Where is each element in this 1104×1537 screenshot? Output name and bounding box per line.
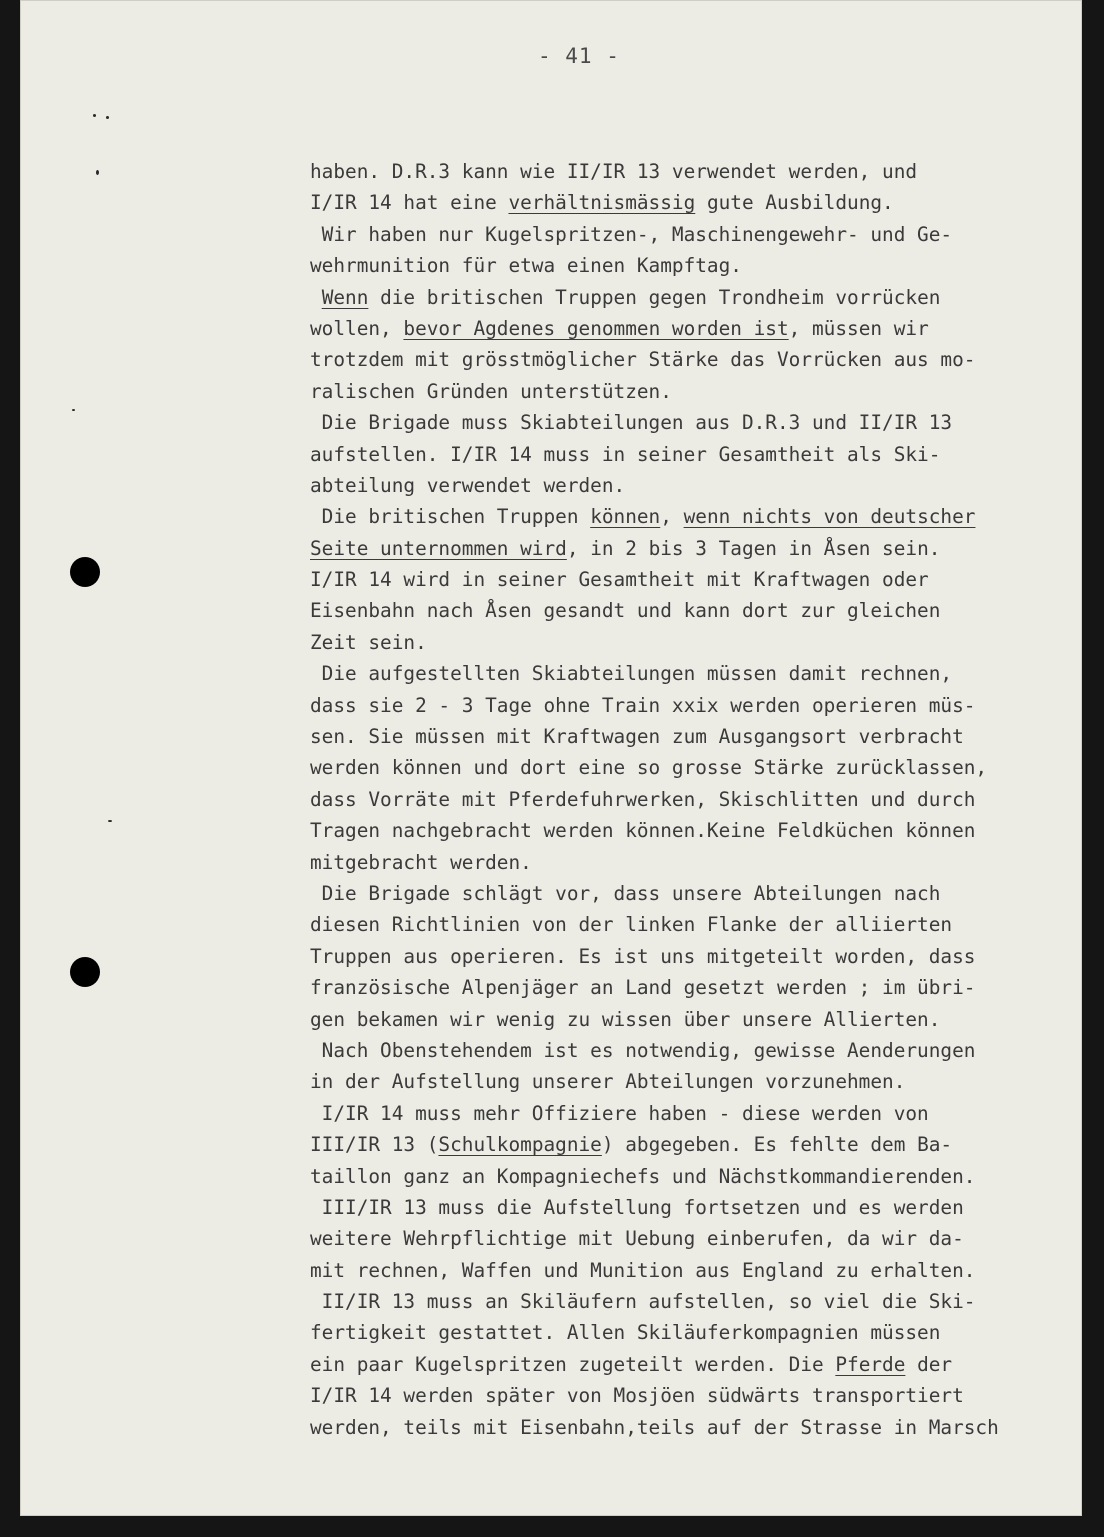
text-segment: abteilung verwendet werden. [310,473,626,497]
text-segment: wehrmunition für etwa einen Kampftag. [310,254,742,278]
underlined-text: Seite unternommen wird [310,536,567,560]
text-line [310,1066,1082,1097]
text-line [310,1223,1082,1254]
text-line [310,376,1082,407]
text-segment: Tragen nachgebracht werden können.Keine Feldküchen können [310,819,976,843]
text-segment: Die Brigade muss Skiabteilungen aus D.R.3 und II/IR 13 [310,411,953,435]
text-line [310,721,1082,752]
text-segment: französische Alpenjäger an Land gesetzt werden ; im übri- [310,976,976,1000]
underlined-text: Wenn [321,285,369,309]
text-line [310,847,1082,878]
text-line [310,690,1082,721]
text-segment: der [905,1352,953,1376]
text-segment: Die Brigade schlägt vor, dass unsere Abteilungen nach [310,881,941,905]
text-line [310,439,1082,470]
text-line [310,1412,1082,1443]
underlined-text: bevor Agdenes genommen worden ist [403,316,789,340]
text-segment: taillon ganz an Kompagniechefs und Nächstkommandierenden. [310,1164,976,1188]
underlined-text: wenn nichts von deutscher [683,505,976,529]
underlined-text: können [590,505,661,529]
margin-dot [106,116,109,119]
underlined-text: verhältnismässig [508,191,696,215]
text-line [310,156,1082,187]
text-segment: wollen, [310,316,404,340]
text-line [310,752,1082,783]
text-segment: Eisenbahn nach Åsen gesandt und kann dort zur gleichen [310,599,941,623]
text-segment: , in 2 bis 3 Tagen in Åsen sein. [566,536,941,560]
text-segment: gen bekamen wir wenig zu wissen über unsere Allierten. [310,1007,941,1031]
text-line [310,313,1082,344]
text-segment: fertigkeit gestattet. Allen Skiläuferkompagnien müssen [310,1321,941,1345]
text-line [310,784,1082,815]
text-segment: mitgebracht werden. [310,850,532,874]
text-line [310,1286,1082,1317]
text-line [310,878,1082,909]
text-segment: aufstellen. I/IR 14 muss in seiner Gesamtheit als Ski- [310,442,941,466]
text-segment: , [660,505,684,529]
text-line [310,909,1082,940]
text-segment: Die aufgestellten Skiabteilungen müssen damit rechnen, [310,662,953,686]
text-segment: Die britischen Truppen [310,505,591,529]
margin-dot [108,820,112,822]
text-segment: Wir haben nur Kugelspritzen-, Maschinengewehr- und Ge- [310,222,953,246]
underlined-text: Schulkompagnie [438,1133,602,1157]
text-segment: I/IR 14 muss mehr Offiziere haben - diese werden von [310,1101,929,1125]
text-line [310,1035,1082,1066]
text-line [310,1349,1082,1380]
text-segment: diesen Richtlinien von der linken Flanke der alliierten [310,913,953,937]
text-segment: ein paar Kugelspritzen zugeteilt werden. Die [310,1352,836,1376]
text-segment: ralischen Gründen unterstützen. [310,379,672,403]
document-page [20,0,1082,1516]
text-line [310,1255,1082,1286]
text-segment: gute Ausbildung. [695,191,894,215]
text-line [310,658,1082,689]
text-line [310,407,1082,438]
text-line [310,1192,1082,1223]
text-segment: I/IR 14 werden später von Mosjöen südwärts transportiert [310,1384,964,1408]
text-segment: werden können und dort eine so grosse Stärke zurücklassen, [310,756,988,780]
text-line [310,1161,1082,1192]
text-line [310,564,1082,595]
text-segment: III/IR 13 ( [310,1133,439,1157]
text-line [310,1004,1082,1035]
underlined-text: Pferde [835,1352,906,1376]
text-segment: III/IR 13 muss die Aufstellung fortsetzen und es werden [310,1195,964,1219]
text-line [310,1129,1082,1160]
text-segment: die britischen Truppen gegen Trondheim vorrücken [368,285,941,309]
margin-dot [93,114,96,117]
text-segment: , müssen wir [788,316,929,340]
text-line [310,627,1082,658]
text-line [310,941,1082,972]
text-segment: Zeit sein. [310,630,427,654]
text-line [310,250,1082,281]
text-line [310,972,1082,1003]
body-text [310,156,1082,1443]
text-segment: ) abgegeben. Es fehlte dem Ba- [601,1133,953,1157]
text-segment: haben. D.R.3 kann wie II/IR 13 verwendet werden, und [310,160,918,183]
text-segment: dass Vorräte mit Pferdefuhrwerken, Skischlitten und durch [310,787,976,811]
text-line [310,595,1082,626]
text-segment: Truppen aus operieren. Es ist uns mitgeteilt worden, dass [310,944,976,968]
margin-dot [72,409,75,411]
text-line [310,1098,1082,1129]
text-line [310,1317,1082,1348]
text-segment: in der Aufstellung unserer Abteilungen vorzunehmen. [310,1070,906,1094]
text-line [310,533,1082,564]
text-segment: II/IR 13 muss an Skiläufern aufstellen, so viel die Ski- [310,1290,976,1314]
text-line [310,501,1082,532]
text-segment: Nach Obenstehendem ist es notwendig, gewisse Aenderungen [310,1038,976,1062]
text-line [310,187,1082,218]
text-segment: weitere Wehrpflichtige mit Uebung einberufen, da wir da- [310,1227,964,1251]
page-number: - 41 - [538,44,620,68]
text-segment: I/IR 14 hat eine [310,191,509,215]
punch-hole [70,557,100,587]
text-line [310,282,1082,313]
text-line [310,470,1082,501]
text-segment [310,286,322,309]
text-segment: werden, teils mit Eisenbahn,teils auf der Strasse in Marsch [310,1415,999,1439]
text-segment: sen. Sie müssen mit Kraftwagen zum Ausgangsort verbracht [310,725,964,749]
text-segment: dass sie 2 - 3 Tage ohne Train xxix werden operieren müs- [310,693,976,717]
text-line [310,219,1082,250]
text-line [310,1380,1082,1411]
text-segment: trotzdem mit grösstmöglicher Stärke das Vorrücken aus mo- [310,348,976,372]
punch-hole [70,957,100,987]
margin-dot [96,170,99,175]
text-line [310,344,1082,375]
text-segment: I/IR 14 wird in seiner Gesamtheit mit Kraftwagen oder [310,568,929,592]
text-line [310,815,1082,846]
text-segment: mit rechnen, Waffen und Munition aus England zu erhalten. [310,1258,976,1282]
